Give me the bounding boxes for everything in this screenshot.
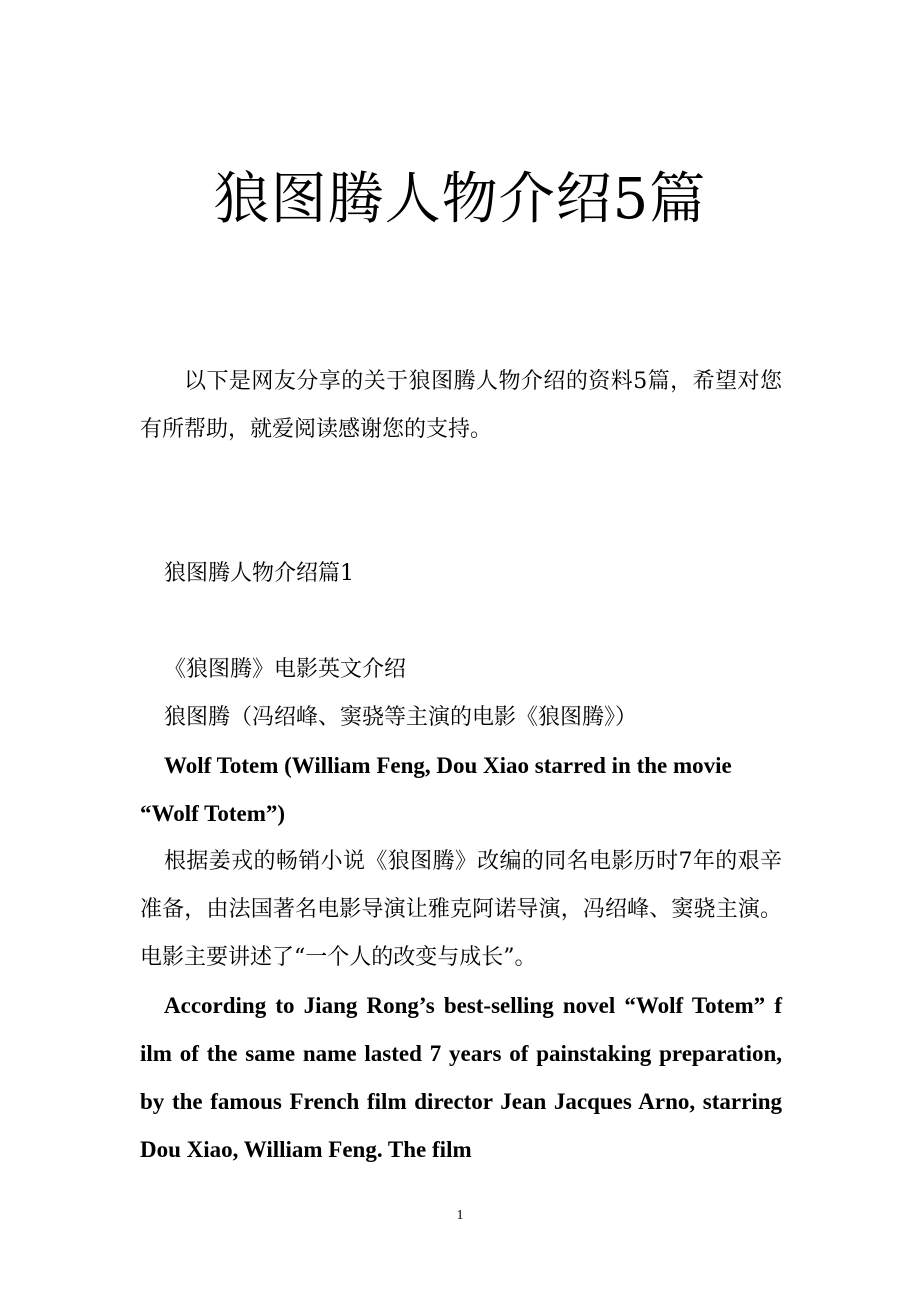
english-paragraph: According to Jiang Rong’s best-selling novel “Wolf Totem” f ilm of the same name lasted 7 years of painstaking preparation, by the famous French film director Jean Jacques Arno, starring Dou Xiao, William Feng. The film: [140, 993, 782, 1162]
section-heading: 狼图腾人物介绍篇1: [164, 561, 354, 586]
intro-paragraph: 以下是网友分享的关于狼图腾人物介绍的资料5篇，希望对您有所帮助，就爱阅读感谢您的支持。: [140, 369, 782, 442]
document-title: 狼图腾人物介绍5篇: [213, 167, 707, 232]
page-number: 1: [456, 1208, 464, 1223]
chinese-caption: 狼图腾（冯绍峰、窦骁等主演的电影《狼图腾》）: [164, 705, 638, 730]
subheading: 《狼图腾》电影英文介绍: [164, 657, 407, 682]
english-caption: Wolf Totem (William Feng, Dou Xiao starred in the movie “Wolf Totem”): [140, 753, 732, 826]
chinese-paragraph: 根据姜戎的畅销小说《狼图腾》改编的同名电影历时7年的艰辛准备，由法国著名电影导演让雅克阿诺导演，冯绍峰、窦骁主演。电影主要讲述了“一个人的改变与成长”。: [140, 849, 782, 970]
